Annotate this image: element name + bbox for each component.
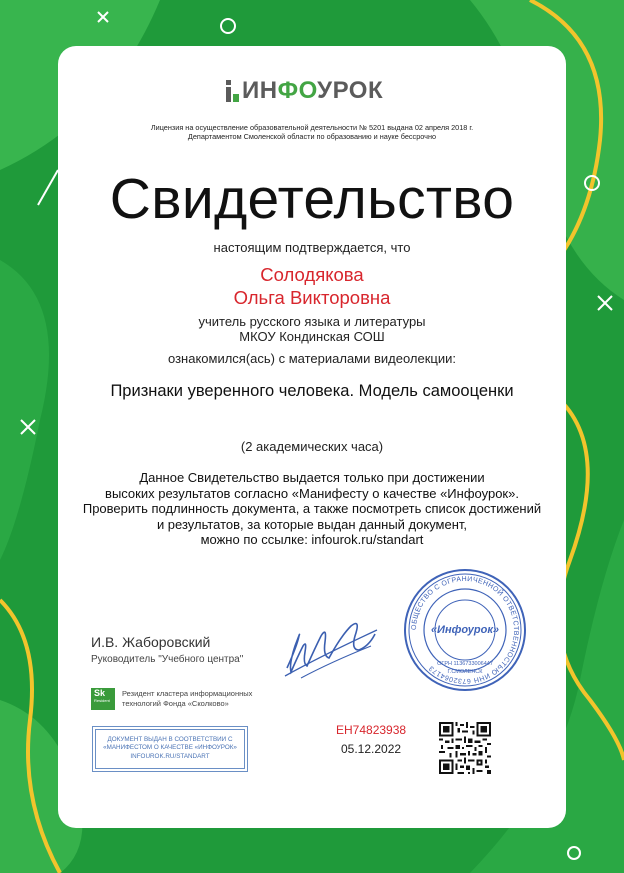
license-text: Лицензия на осуществление образовательной деятельности № 5201 выдана 02 апреля 2018 г. Департаментом Смоленской области по образованию и науке бессрочно <box>150 123 474 141</box>
director-name: И.В. Жаборовский <box>91 634 211 650</box>
stamp-center-text: «Инфоурок» <box>430 624 500 636</box>
hours-text: (2 академических часа) <box>240 439 384 454</box>
position-line1: учитель русского языка и литературы <box>198 314 426 329</box>
certificate-title: Свидетельство <box>109 167 515 231</box>
manifest-box <box>92 726 248 772</box>
confirm-text: настоящим подтверждается, что <box>213 240 411 255</box>
logo-text: ИНФОУРОК <box>242 77 384 104</box>
organization-stamp <box>402 567 528 693</box>
recipient-given-name: Ольга Викторовна <box>233 287 391 308</box>
stamp-ogrn: ОГРН 1136733006447 <box>437 661 493 667</box>
stamp-city: Г.СМОЛЕНСК <box>447 669 483 675</box>
director-signature <box>281 606 381 688</box>
manifest-box-text: ДОКУМЕНТ ВЫДАН В СООТВЕТСТВИИ С «МАНИФЕСТОМ О КАЧЕСТВЕ «ИНФОУРОК» INFOUROK.RU/STANDART <box>95 729 245 769</box>
verification-qr-code[interactable] <box>439 722 491 774</box>
document-number: ЕН74823938 <box>336 723 407 737</box>
logo-mark-icon <box>226 78 240 104</box>
recipient-surname: Солодякова <box>260 264 364 285</box>
skolkovo-badge: Sk Resident <box>91 688 115 710</box>
certificate-card <box>58 46 566 828</box>
stamp-ring-text: ОБЩЕСТВО С ОГРАНИЧЕННОЙ ОТВЕТСТВЕННОСТЬЮ ИНН 6732064173 <box>410 575 520 685</box>
position-line2: МКОУ Кондинская СОШ <box>239 329 385 344</box>
infourok-logo <box>226 78 383 104</box>
verification-note: Данное Свидетельство выдается только при достижении высоких результатов согласно «Манифесту о качестве «Инфоурок». Проверить подлинность документа, а также посмотреть список достижений и результатов, за которые выдан данный документ, можно по ссылке: infourok.ru/standart <box>82 470 542 547</box>
course-title: Признаки уверенного человека. Модель самооценки <box>110 382 514 400</box>
skolkovo-resident-text: Резидент кластера информационных технологий Фонда «Сколково» <box>122 689 253 708</box>
issue-date: 05.12.2022 <box>341 742 402 756</box>
familiarized-text: ознакомился(ась) с материалами видеолекции: <box>167 351 456 366</box>
director-role: Руководитель "Учебного центра" <box>91 654 244 665</box>
